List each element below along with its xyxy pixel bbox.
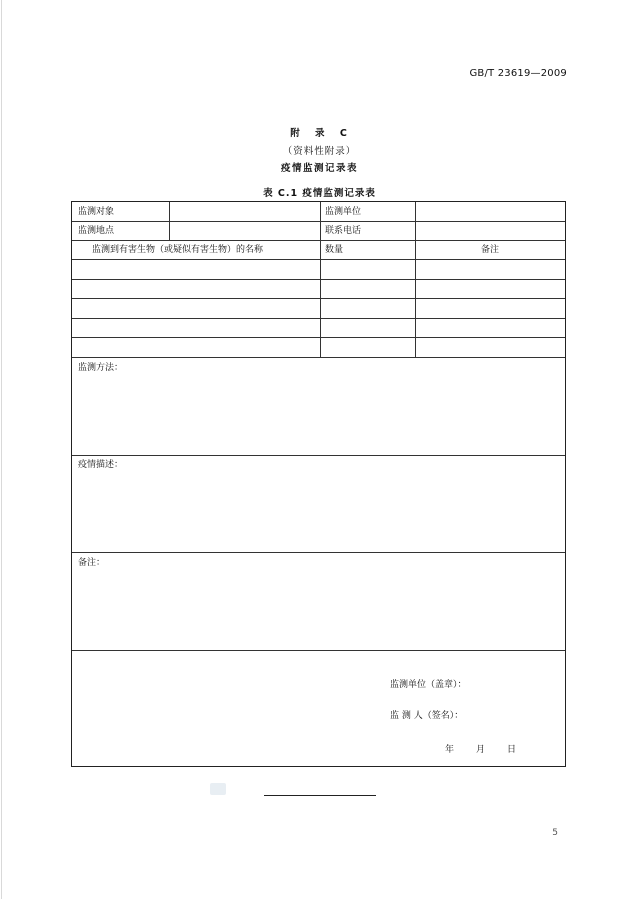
scan-artifact	[210, 783, 226, 795]
person-sign-label: 监 测 人（签名）：	[390, 711, 464, 721]
appendix-type: （资料性附录）	[282, 146, 357, 157]
section-divider	[72, 455, 565, 456]
monitoring-unit-label: 监测单位	[325, 207, 362, 217]
row-divider	[72, 279, 565, 280]
row-divider	[72, 318, 565, 319]
column-divider	[415, 202, 416, 357]
row-divider	[72, 337, 565, 338]
unit-seal-label: 监测单位（盖章）：	[390, 680, 467, 690]
remarks-header: 备注	[481, 245, 500, 255]
date-day: 日	[507, 745, 517, 755]
row-divider	[72, 259, 565, 260]
method-label: 监测方法：	[78, 363, 124, 373]
row-divider	[72, 298, 565, 299]
column-divider	[169, 202, 170, 240]
monitoring-record-form	[71, 201, 566, 767]
appendix-label: 附 录 C	[290, 128, 353, 139]
row-divider	[72, 240, 565, 241]
quantity-header: 数量	[325, 245, 344, 255]
footer-rule	[264, 795, 376, 796]
description-label: 疫情描述：	[78, 460, 124, 470]
section-divider	[72, 552, 565, 553]
contact-phone-label: 联系电话	[325, 226, 362, 236]
date-year: 年	[445, 745, 455, 755]
pest-name-header: 监测到有害生物（或疑似有害生物）的名称	[92, 245, 264, 255]
column-divider	[320, 202, 321, 357]
sign-date	[445, 742, 516, 755]
standard-number: GB/T 23619—2009	[469, 68, 567, 79]
page-number: 5	[552, 828, 558, 838]
date-month: 月	[476, 745, 486, 755]
table-caption: 表 C.1 疫情监测记录表	[263, 188, 376, 199]
notes-label: 备注：	[78, 558, 106, 568]
row-divider	[72, 357, 565, 358]
row-divider	[72, 221, 565, 222]
section-divider	[72, 650, 565, 651]
appendix-title: 疫情监测记录表	[280, 163, 358, 174]
monitoring-site-label: 监测地点	[78, 226, 115, 236]
monitoring-object-label: 监测对象	[78, 207, 115, 217]
